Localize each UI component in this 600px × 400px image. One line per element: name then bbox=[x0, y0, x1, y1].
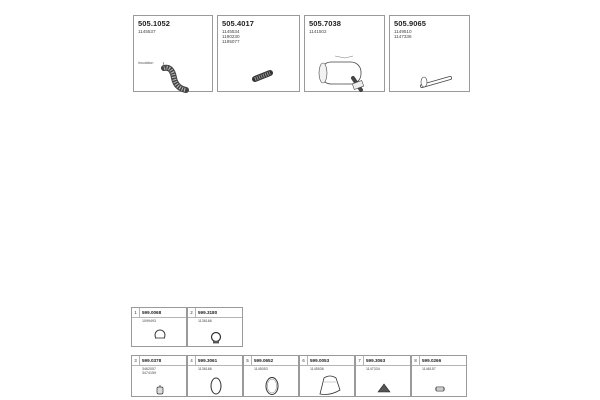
item-index: 5 bbox=[244, 356, 252, 365]
part-card-599-0068[interactable] bbox=[131, 307, 187, 347]
bracket-icon bbox=[356, 356, 412, 398]
oem-number: 1190230 bbox=[222, 34, 240, 40]
part-number: 599.3061 bbox=[198, 358, 218, 363]
part-number: 505.1052 bbox=[138, 19, 171, 28]
tail-pipe-icon bbox=[390, 16, 471, 93]
part-number: 599.3063 bbox=[366, 358, 386, 363]
oem-number: 1145536 bbox=[310, 367, 324, 371]
item-index: 8 bbox=[412, 356, 420, 365]
oem-number: 1195077 bbox=[222, 39, 240, 45]
oem-number: 1141502 bbox=[309, 29, 327, 34]
part-card-599-3180[interactable] bbox=[187, 307, 243, 347]
part-number: 599.3180 bbox=[198, 310, 218, 315]
part-card-599-3061[interactable] bbox=[187, 355, 243, 397]
part-number: 599.0053 bbox=[310, 358, 330, 363]
oem-number: 1136166 bbox=[198, 319, 212, 323]
part-note: Insulation bbox=[138, 61, 154, 65]
part-card-599-0378[interactable] bbox=[131, 355, 187, 397]
part-card-599-3063[interactable] bbox=[355, 355, 411, 397]
oem-number: 1149510 bbox=[394, 29, 412, 34]
part-number: 599.0068 bbox=[142, 310, 162, 315]
part-number: 505.4017 bbox=[222, 19, 255, 28]
seal-ring-icon bbox=[244, 356, 300, 398]
oem-number: 1146157 bbox=[422, 367, 436, 371]
flexible-pipe-icon bbox=[134, 16, 214, 93]
part-card-505-9065[interactable] bbox=[389, 15, 470, 92]
part-number: 505.7038 bbox=[309, 19, 342, 28]
oem-number: 1145537 bbox=[138, 29, 156, 34]
part-number: 505.9065 bbox=[394, 19, 427, 28]
part-number: 599.0266 bbox=[422, 358, 442, 363]
oem-number: 1145053 bbox=[254, 367, 268, 371]
clamp-icon bbox=[188, 308, 244, 348]
part-card-599-0053[interactable] bbox=[299, 355, 355, 397]
gasket-ring-icon bbox=[188, 356, 244, 398]
item-index: 4 bbox=[188, 356, 196, 365]
part-card-505-1052[interactable] bbox=[133, 15, 213, 92]
clamp-icon bbox=[132, 308, 188, 348]
oem-number: 1147336 bbox=[394, 34, 412, 40]
oem-number: 1099493 bbox=[142, 319, 156, 323]
item-index: 6 bbox=[300, 356, 308, 365]
oem-number: 1136166 bbox=[198, 367, 212, 371]
oem-number: 3474159 bbox=[142, 371, 156, 376]
heat-shield-icon bbox=[300, 356, 356, 398]
flex-tube-icon bbox=[218, 16, 301, 93]
part-card-505-7038[interactable] bbox=[304, 15, 385, 92]
part-card-505-4017[interactable] bbox=[217, 15, 300, 92]
part-number: 599.0378 bbox=[142, 358, 162, 363]
oem-number: 3462057 bbox=[142, 367, 156, 371]
oem-number: 1147334 bbox=[366, 367, 380, 371]
item-index: 3 bbox=[132, 356, 140, 365]
item-index: 1 bbox=[132, 308, 140, 317]
muffler-icon bbox=[305, 16, 386, 93]
part-card-599-0266[interactable] bbox=[411, 355, 467, 397]
hanger-icon bbox=[412, 356, 468, 398]
item-index: 7 bbox=[356, 356, 364, 365]
rubber-mount-icon bbox=[132, 356, 188, 398]
oem-number: 1145534 bbox=[222, 29, 240, 34]
item-index: 2 bbox=[188, 308, 196, 317]
part-number: 599.0652 bbox=[254, 358, 274, 363]
part-card-599-0652[interactable] bbox=[243, 355, 299, 397]
